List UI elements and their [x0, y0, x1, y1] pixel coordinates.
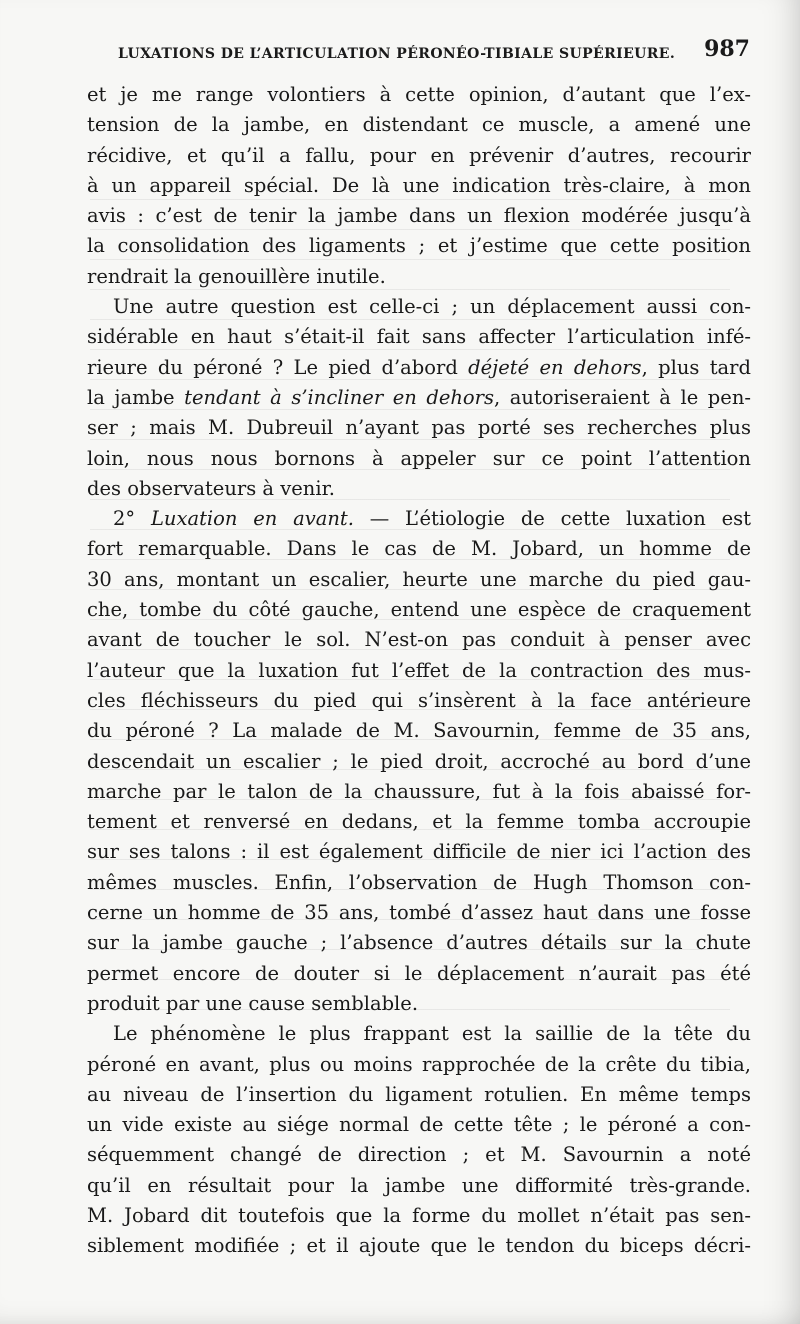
text-line: marche par le talon de la chaussure, fut à la fois abaissé for-	[87, 779, 751, 803]
page-number: 987	[704, 36, 750, 62]
text-line: siblement modifiée ; et il ajoute que le tendon du biceps décri-	[87, 1234, 751, 1258]
text-line: récidive, et qu’il a fallu, pour en prévenir d’autres, recourir	[87, 143, 751, 167]
text-line: tement et renversé en dedans, et la femme tomba accroupie	[87, 810, 751, 834]
running-header-title: LUXATIONS DE L’ARTICULATION PÉRONÉO-TIBIALE SUPÉRIEURE.	[118, 46, 676, 62]
text-line: Une autre question est celle-ci ; un déplacement aussi con-	[113, 295, 751, 319]
body-text	[87, 80, 751, 1262]
text-line: au niveau de l’insertion du ligament rotulien. En même temps	[87, 1082, 751, 1106]
text-line: du péroné ? La malade de M. Savournin, femme de 35 ans,	[87, 719, 751, 743]
text-line: permet encore de douter si le déplacement n’aurait pas été	[87, 961, 751, 985]
text-line: un vide existe au siége normal de cette tête ; le péroné a con-	[87, 1113, 751, 1137]
text-line: mêmes muscles. Enfin, l’observation de Hugh Thomson con-	[87, 870, 751, 894]
section-heading-italic: Luxation en avant.	[150, 507, 354, 531]
text-line: qu’il en résultait pour la jambe une difformité très-grande.	[87, 1173, 751, 1197]
text-line	[87, 383, 751, 413]
text-run: la jambe	[87, 385, 185, 409]
text-line: M. Jobard dit toutefois que la forme du mollet n’était pas sen-	[87, 1203, 751, 1227]
text-line: séquemment changé de direction ; et M. Savournin a noté	[87, 1143, 751, 1167]
text-line: che, tombe du côté gauche, entend une espèce de craquement	[87, 598, 751, 622]
text-line: et je me range volontiers à cette opinion, d’autant que l’ex-	[87, 83, 751, 106]
italic-run: déjeté en dehors	[468, 355, 642, 379]
text-line: avant de toucher le sol. N’est-on pas conduit à penser avec	[87, 628, 751, 652]
text-line: sidérable en haut s’était-il fait sans affecter l’articulation infé-	[87, 325, 751, 349]
text-run: , plus tard	[641, 355, 751, 379]
text-line: la consolidation des ligaments ; et j’estime que cette position	[87, 234, 751, 258]
text-line: l’auteur que la luxation fut l’effet de la contraction des mus-	[87, 658, 751, 682]
text-run: rieure du péroné ? Le pied d’abord	[87, 355, 469, 379]
text-line: loin, nous nous bornons à appeler sur ce point l’attention	[87, 446, 751, 470]
text-line	[87, 353, 751, 383]
text-line: cles fléchisseurs du pied qui s’insèrent à la face antérieure	[87, 688, 751, 712]
text-line: à un appareil spécial. De là une indication très-claire, à mon	[87, 173, 751, 197]
text-line: des observateurs à venir.	[87, 476, 335, 500]
text-line: fort remarquable. Dans le cas de M. Jobard, un homme de	[87, 537, 751, 561]
text-run: — L’étiologie de cette luxation est	[353, 507, 752, 531]
text-line: sur ses talons : il est également difficile de nier ici l’action des	[87, 840, 751, 864]
text-line: cerne un homme de 35 ans, tombé d’assez haut dans une fosse	[87, 901, 751, 925]
text-line	[87, 504, 751, 534]
running-header	[118, 34, 754, 66]
italic-run: tendant à s’incliner en dehors	[184, 385, 494, 409]
text-line: 30 ans, montant un escalier, heurte une marche du pied gau-	[87, 567, 751, 591]
text-line: descendait un escalier ; le pied droit, accroché au bord d’une	[87, 749, 751, 773]
text-line: produit par une cause semblable.	[87, 991, 419, 1015]
text-line: péroné en avant, plus ou moins rapprochée de la crête du tibia,	[87, 1052, 751, 1076]
text-line: ser ; mais M. Dubreuil n’ayant pas porté ses recherches plus	[87, 416, 751, 440]
text-run: , autoriseraient à le pen-	[494, 385, 751, 409]
text-run: 2°	[113, 507, 151, 531]
text-line: rendrait la genouillère inutile.	[87, 264, 386, 288]
text-line: sur la jambe gauche ; l’absence d’autres détails sur la chute	[87, 931, 751, 955]
text-line: tension de la jambe, en distendant ce muscle, a amené une	[87, 113, 751, 137]
text-line: avis : c’est de tenir la jambe dans un flexion modérée jusqu’à	[87, 204, 751, 228]
text-line: Le phénomène le plus frappant est la saillie de la tête du	[113, 1022, 751, 1046]
